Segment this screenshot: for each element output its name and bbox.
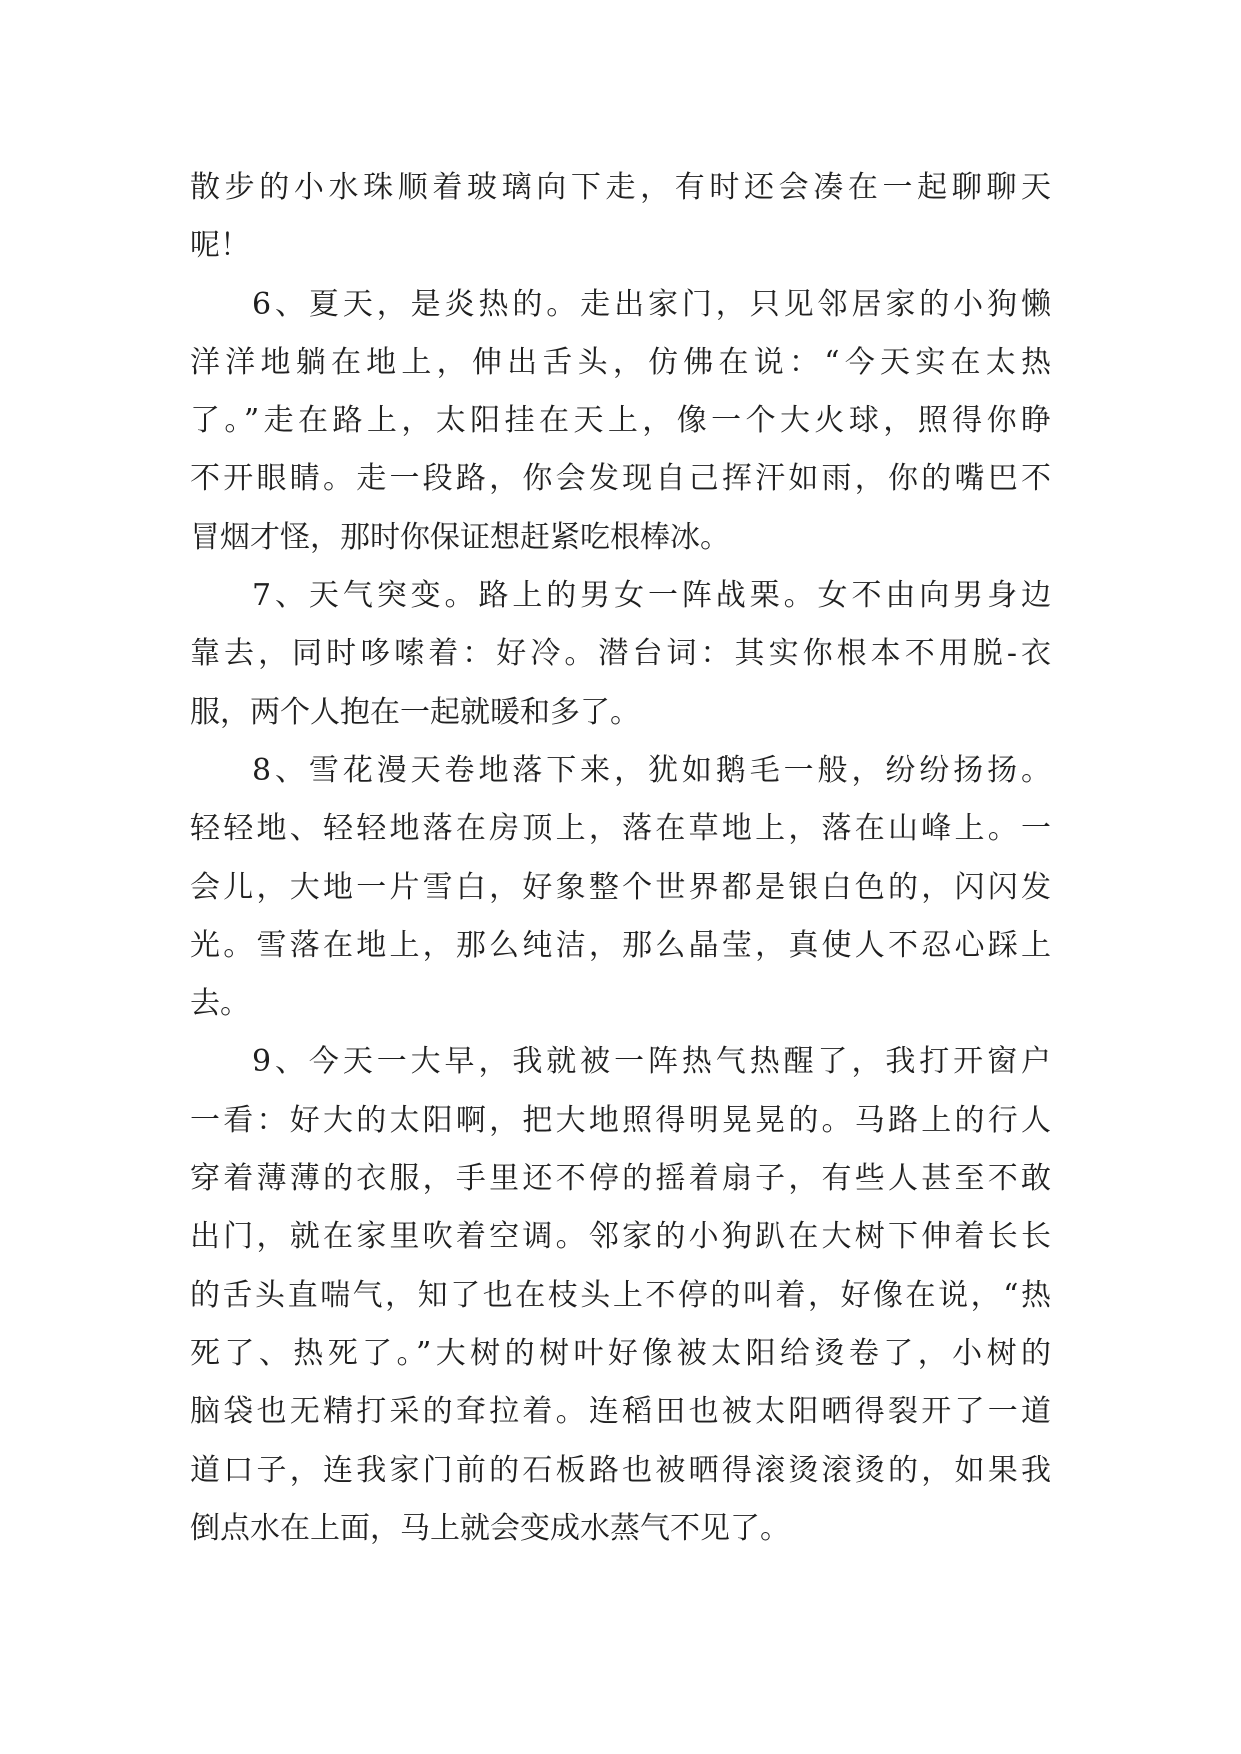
text-line: 光。雪落在地上，那么纯洁，那么晶莹，真使人不忍心踩上 xyxy=(190,927,1051,963)
text-line: 9、今天一大早，我就被一阵热气热醒了，我打开窗户 xyxy=(252,1044,1051,1080)
text-line: 洋洋地躺在地上，伸出舌头，仿佛在说：“今天实在太热 xyxy=(190,344,1051,380)
text-line: 会儿，大地一片雪白，好象整个世界都是银白色的，闪闪发 xyxy=(190,869,1051,905)
paragraph xyxy=(190,159,1051,276)
text-line: 不开眼睛。走一段路，你会发现自己挥汗如雨，你的嘴巴不 xyxy=(190,461,1051,497)
paragraph xyxy=(190,567,1051,742)
text-line: 一看：好大的太阳啊，把大地照得明晃晃的。马路上的行人 xyxy=(190,1102,1051,1138)
text-line: 出门，就在家里吹着空调。邻家的小狗趴在大树下伸着长长 xyxy=(190,1219,1051,1255)
text-line: 冒烟才怪，那时你保证想赶紧吃根棒冰。 xyxy=(190,519,730,555)
text-line: 轻轻地、轻轻地落在房顶上，落在草地上，落在山峰上。一 xyxy=(190,811,1051,847)
text-line: 去。 xyxy=(190,986,250,1022)
text-line: 脑袋也无精打采的耷拉着。连稻田也被太阳晒得裂开了一道 xyxy=(190,1394,1051,1430)
text-line: 道口子，连我家门前的石板路也被晒得滚烫滚烫的，如果我 xyxy=(190,1452,1051,1488)
paragraph xyxy=(190,742,1051,1033)
text-line: 靠去，同时哆嗦着：好冷。潜台词：其实你根本不用脱-衣 xyxy=(190,636,1051,672)
text-line: 的舌头直喘气，知了也在枝头上不停的叫着，好像在说，“热 xyxy=(190,1277,1051,1313)
document-body xyxy=(190,159,1051,1558)
text-line: 死了、热死了。”大树的树叶好像被太阳给烫卷了，小树的 xyxy=(190,1335,1051,1371)
text-line: 散步的小水珠顺着玻璃向下走，有时还会凑在一起聊聊天 xyxy=(190,170,1051,205)
text-line: 倒点水在上面，马上就会变成水蒸气不见了。 xyxy=(190,1510,790,1546)
paragraph xyxy=(190,276,1051,567)
text-line: 了。”走在路上，太阳挂在天上，像一个大火球，照得你睁 xyxy=(190,403,1051,439)
paragraph xyxy=(190,1033,1051,1558)
text-line: 呢！ xyxy=(190,228,250,264)
text-line: 8、雪花漫天卷地落下来，犹如鹅毛一般，纷纷扬扬。 xyxy=(252,752,1051,788)
text-line: 穿着薄薄的衣服，手里还不停的摇着扇子，有些人甚至不敢 xyxy=(190,1161,1051,1197)
text-line: 7、天气突变。路上的男女一阵战栗。女不由向男身边 xyxy=(252,578,1051,614)
text-line: 服，两个人抱在一起就暖和多了。 xyxy=(190,694,640,730)
text-line: 6、夏天，是炎热的。走出家门，只见邻居家的小狗懒 xyxy=(252,286,1051,322)
